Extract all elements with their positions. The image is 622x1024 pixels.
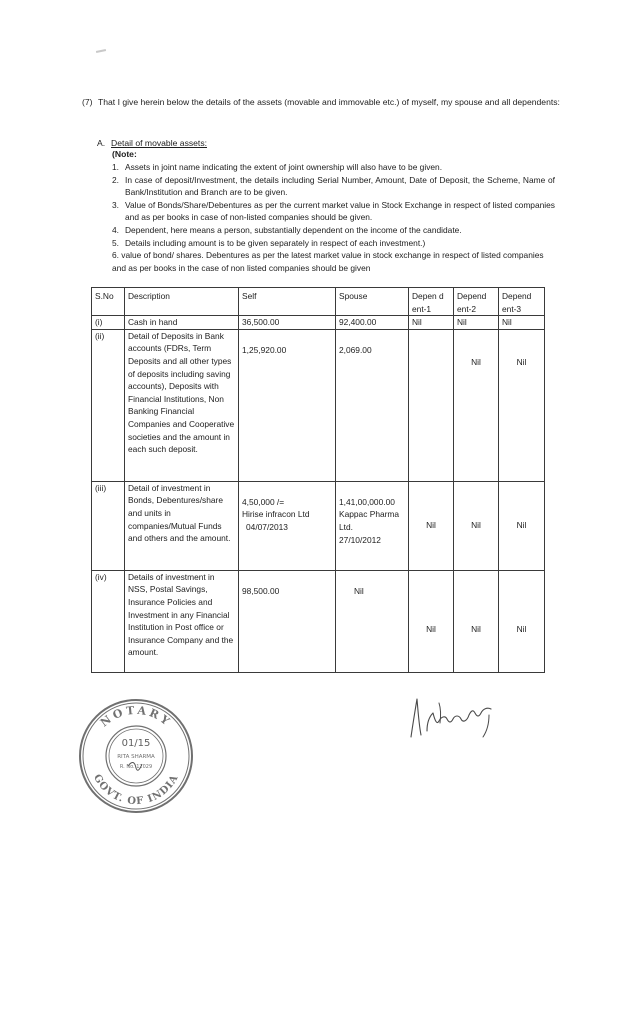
row-description: Cash in hand [125,316,239,330]
table-header-row [92,288,545,316]
row-dependent-3: Nil [499,481,545,570]
row-spouse: Nil [336,570,409,672]
row-spouse: 92,400.00 [336,316,409,330]
note-number: 2. [112,174,119,185]
row-dependent-1: Nil [409,481,454,570]
note-number: 4. [112,224,119,235]
row-sno: (iv) [92,570,125,672]
spouse-investment-amount: 1,41,00,000.00 [339,496,395,507]
table-row [92,570,545,672]
header-spouse: Spouse [336,288,409,316]
row-dependent-2: Nil [454,329,499,481]
row-dependent-2: Nil [454,316,499,330]
note-item [112,161,555,174]
note-text: Value of Bonds/Share/Debentures as per the current market value in Stock Exchange in respect of listed companies and as per books in case of non-listed companies should be given. [125,199,555,223]
row-dependent-1: Nil [409,570,454,672]
item-number: (7) [82,97,93,107]
header-dependent-2: Depend ent-2 [454,288,499,316]
header-self: Self [239,288,336,316]
notes-list [112,161,555,274]
self-investment-company: Hirise infracon Ltd [242,509,310,520]
stamp-date: 01/15 [121,738,151,749]
note-text: In case of deposit/Investment, the details including Serial Number, Amount, Date of Deposit, the Scheme, Name of Bank/Institution and Branch are to be given. [125,174,555,198]
row-spouse [336,481,409,570]
intro-text: That I give herein below the details of the assets (movable and immovable etc.) of myself, my spouse and all dependents: [98,97,560,107]
row-self: 98,500.00 [239,570,336,672]
row-sno: (i) [92,316,125,330]
header-sno: S.No [92,288,125,316]
table-row [92,481,545,570]
row-dependent-1: Nil [409,316,454,330]
row-sno: (ii) [92,329,125,481]
spouse-investment-company: Kappac Pharma Ltd. [339,509,400,532]
table-row [92,329,545,481]
stamp-top-text: NOTARY [97,703,175,730]
note-heading: (Note: [112,149,137,159]
table-row [92,316,545,330]
row-dependent-3: Nil [499,316,545,330]
note-item-6: 6. value of bond/ shares. Debentures as per the latest market value in stock exchange in respect of listed companies and as per books in the case of non listed companies should be given [112,250,544,273]
note-number: 1. [112,162,119,172]
header-dependent-1: Depen d ent-1 [409,288,454,316]
self-investment-date: 04/07/2013 [246,521,288,532]
note-item [112,237,555,250]
movable-assets-table [91,287,545,673]
row-sno: (iii) [92,481,125,570]
section-label: A. [97,138,106,148]
row-description: Detail of investment in Bonds, Debentures/share and units in companies/Mutual Funds and others and the amount. [125,481,239,570]
row-description: Detail of Deposits in Bank accounts (FDRs, Term Deposits and all other types of deposits including saving accounts), Deposits with Financial Institutions, Non Banking Financial Companies and Cooperative societies and the amount in each such deposit. [125,329,239,481]
row-self: 1,25,920.00 [239,329,336,481]
intro-paragraph [82,96,562,108]
row-description: Details of investment in NSS, Postal Savings, Insurance Policies and Investment in any Financial Institution in Post office or Insurance Company and the amount. [125,570,239,672]
candidate-signature [405,693,500,745]
stamp-registration: R. No. 12029 [119,764,153,770]
row-dependent-2: Nil [454,481,499,570]
spouse-investment-date: 27/10/2012 [339,534,381,545]
note-item [112,224,555,237]
row-dependent-1 [409,329,454,481]
note-text: Assets in joint name indicating the extent of joint ownership will also have to be given. [125,162,443,172]
section-title: Detail of movable assets: [111,138,208,148]
row-self: 36,500.00 [239,316,336,330]
notary-stamp [76,696,196,814]
stamp-name: RITA SHARMA [117,754,155,760]
note-text: Dependent, here means a person, substantially dependent on the income of the candidate. [125,224,462,235]
row-dependent-2: Nil [454,570,499,672]
note-text: Details including amount is to be given separately in respect of each investment.) [125,237,426,248]
row-spouse: 2,069.00 [336,329,409,481]
note-number: 5. [112,237,119,248]
header-description: Description [125,288,239,316]
stamp-bottom-text: GOVT. OF INDIA [91,772,181,808]
note-item [112,199,555,224]
row-dependent-3: Nil [499,329,545,481]
note-item [112,174,555,199]
scan-speck [96,49,106,53]
note-number: 3. [112,199,119,210]
self-investment-amount: 4,50,000 /= [242,496,285,507]
row-self [239,481,336,570]
row-dependent-3: Nil [499,570,545,672]
header-dependent-3: Depend ent-3 [499,288,545,316]
